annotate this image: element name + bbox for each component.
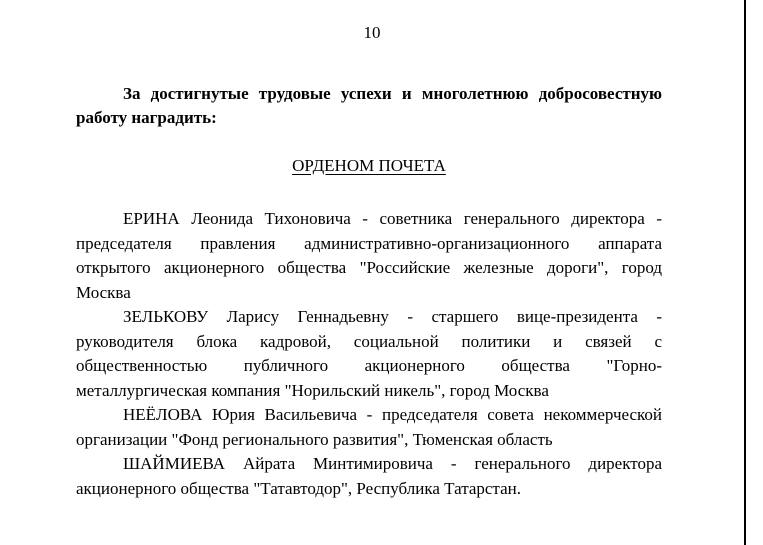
awardee-list bbox=[76, 207, 662, 501]
awardee-paragraph: ЗЕЛЬКОВУ Ларису Геннадьевну - старшего вице-президента - руководителя блока кадровой, социальной политики и связей с общественностью публичного акционерного общества "Горно-металлургическая компания "Норильский никель", город Москва bbox=[76, 307, 662, 400]
award-title bbox=[76, 155, 662, 177]
page-edge-divider bbox=[744, 0, 746, 545]
awardee-paragraph: ЕРИНА Леонида Тихоновича - советника генерального директора - председателя правления административно-организационного аппарата открытого акционерного общества "Российские железные дороги", город Москва bbox=[76, 209, 662, 302]
awardee-paragraph: НЕЁЛОВА Юрия Васильевича - председателя совета некоммерческой организации "Фонд регионального развития", Тюменская область bbox=[76, 405, 662, 449]
awardee-paragraph: ШАЙМИЕВА Айрата Минтимировича - генерального директора акционерного общества "Татавтодор", Республика Татарстан. bbox=[76, 454, 662, 498]
award-title-text: ОРДЕНОМ ПОЧЕТА bbox=[292, 156, 446, 175]
award-intro: За достигнутые трудовые успехи и многолетнюю добросовестную работу наградить: bbox=[76, 84, 662, 127]
page-number: 10 bbox=[363, 23, 381, 42]
